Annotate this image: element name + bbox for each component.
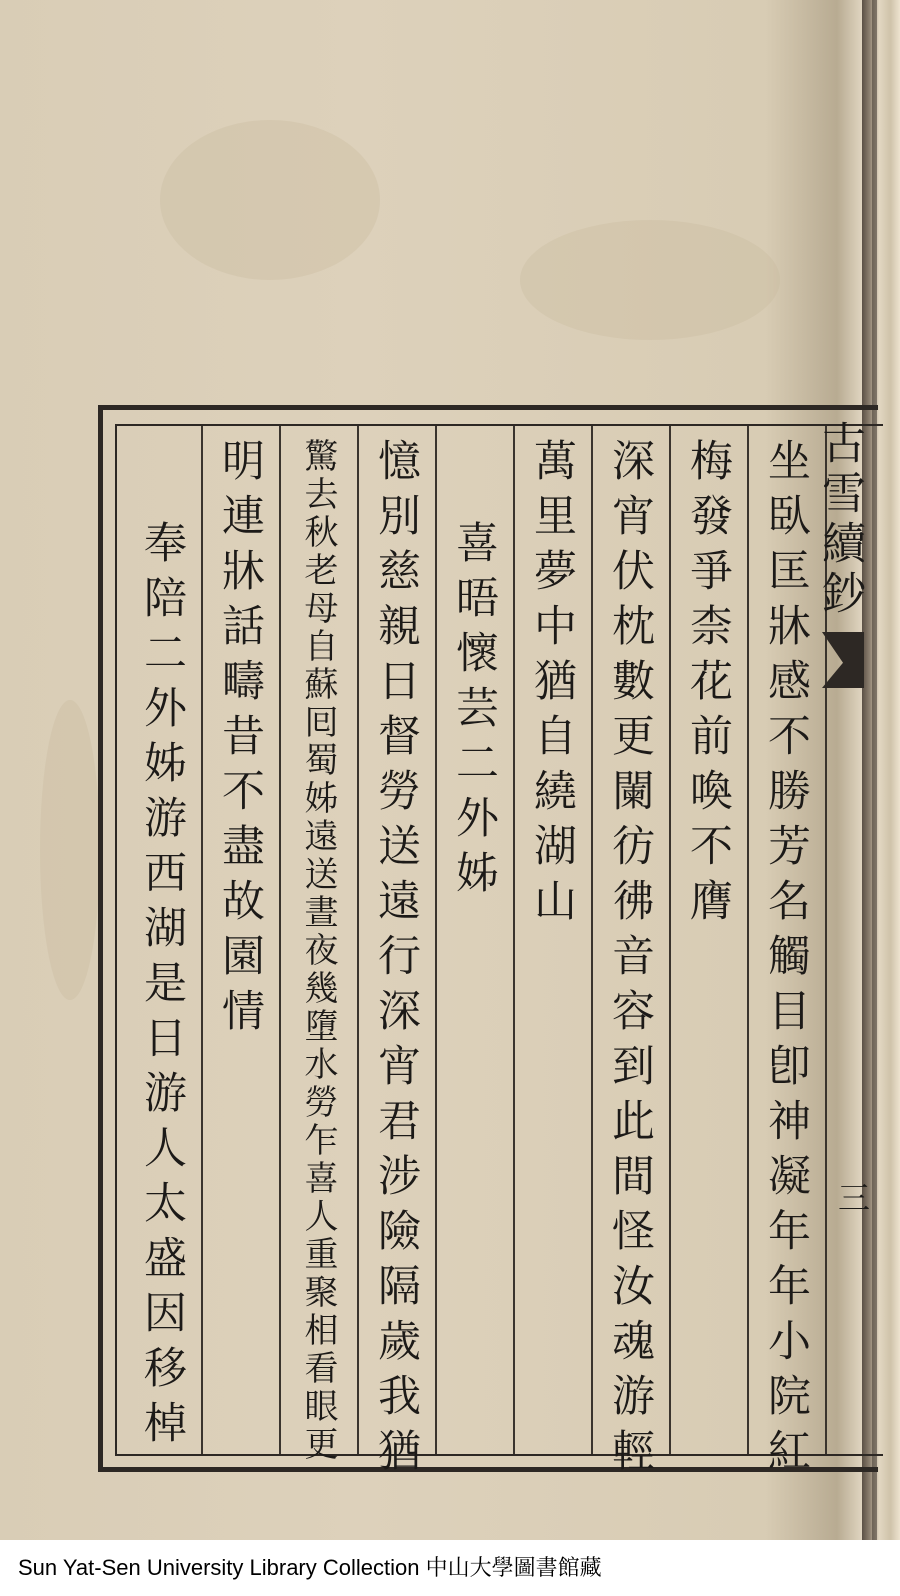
- text-column-1: 坐臥匡牀感不勝芳名觸目卽神凝年年小院紅: [761, 438, 811, 1483]
- column-rule: [201, 426, 203, 1454]
- column-rule: [279, 426, 281, 1454]
- folio-number: 三: [838, 1179, 871, 1217]
- poem-title-2: 奉陪二外姊游西湖是日游人太盛因移棹: [137, 520, 187, 1455]
- collection-caption: Sun Yat-Sen University Library Collection 中山大學圖書館藏: [0, 1540, 900, 1596]
- book-title-margin: 古雪續鈔: [814, 420, 865, 620]
- paper-stain: [160, 120, 380, 280]
- text-column-7: 驚去秋老母自蘇囘蜀姊遠送晝夜幾墮水勞乍喜人重聚相看眼更: [298, 438, 338, 1464]
- poem-title-1: 喜晤懷芸二外姊: [449, 520, 499, 905]
- column-rule: [591, 426, 593, 1454]
- column-rule: [435, 426, 437, 1454]
- text-column-6: 憶別慈親日督勞送遠行深宵君涉險隔歲我猶: [371, 438, 421, 1483]
- text-column-2: 梅發爭柰花前喚不膺: [683, 438, 733, 933]
- printed-frame: [98, 405, 878, 1483]
- paper-stain: [520, 220, 780, 340]
- text-column-4: 萬里夢中猶自繞湖山: [527, 438, 577, 933]
- column-rule: [513, 426, 515, 1454]
- paper-stain: [40, 700, 100, 1000]
- text-column-8: 明連牀話疇昔不盡故園情: [215, 438, 265, 1043]
- column-rule: [357, 426, 359, 1454]
- column-rule: [747, 426, 749, 1454]
- text-column-3: 深宵伏枕數更闌彷彿音容到此間怪汝魂游輕: [605, 438, 655, 1483]
- column-rule: [669, 426, 671, 1454]
